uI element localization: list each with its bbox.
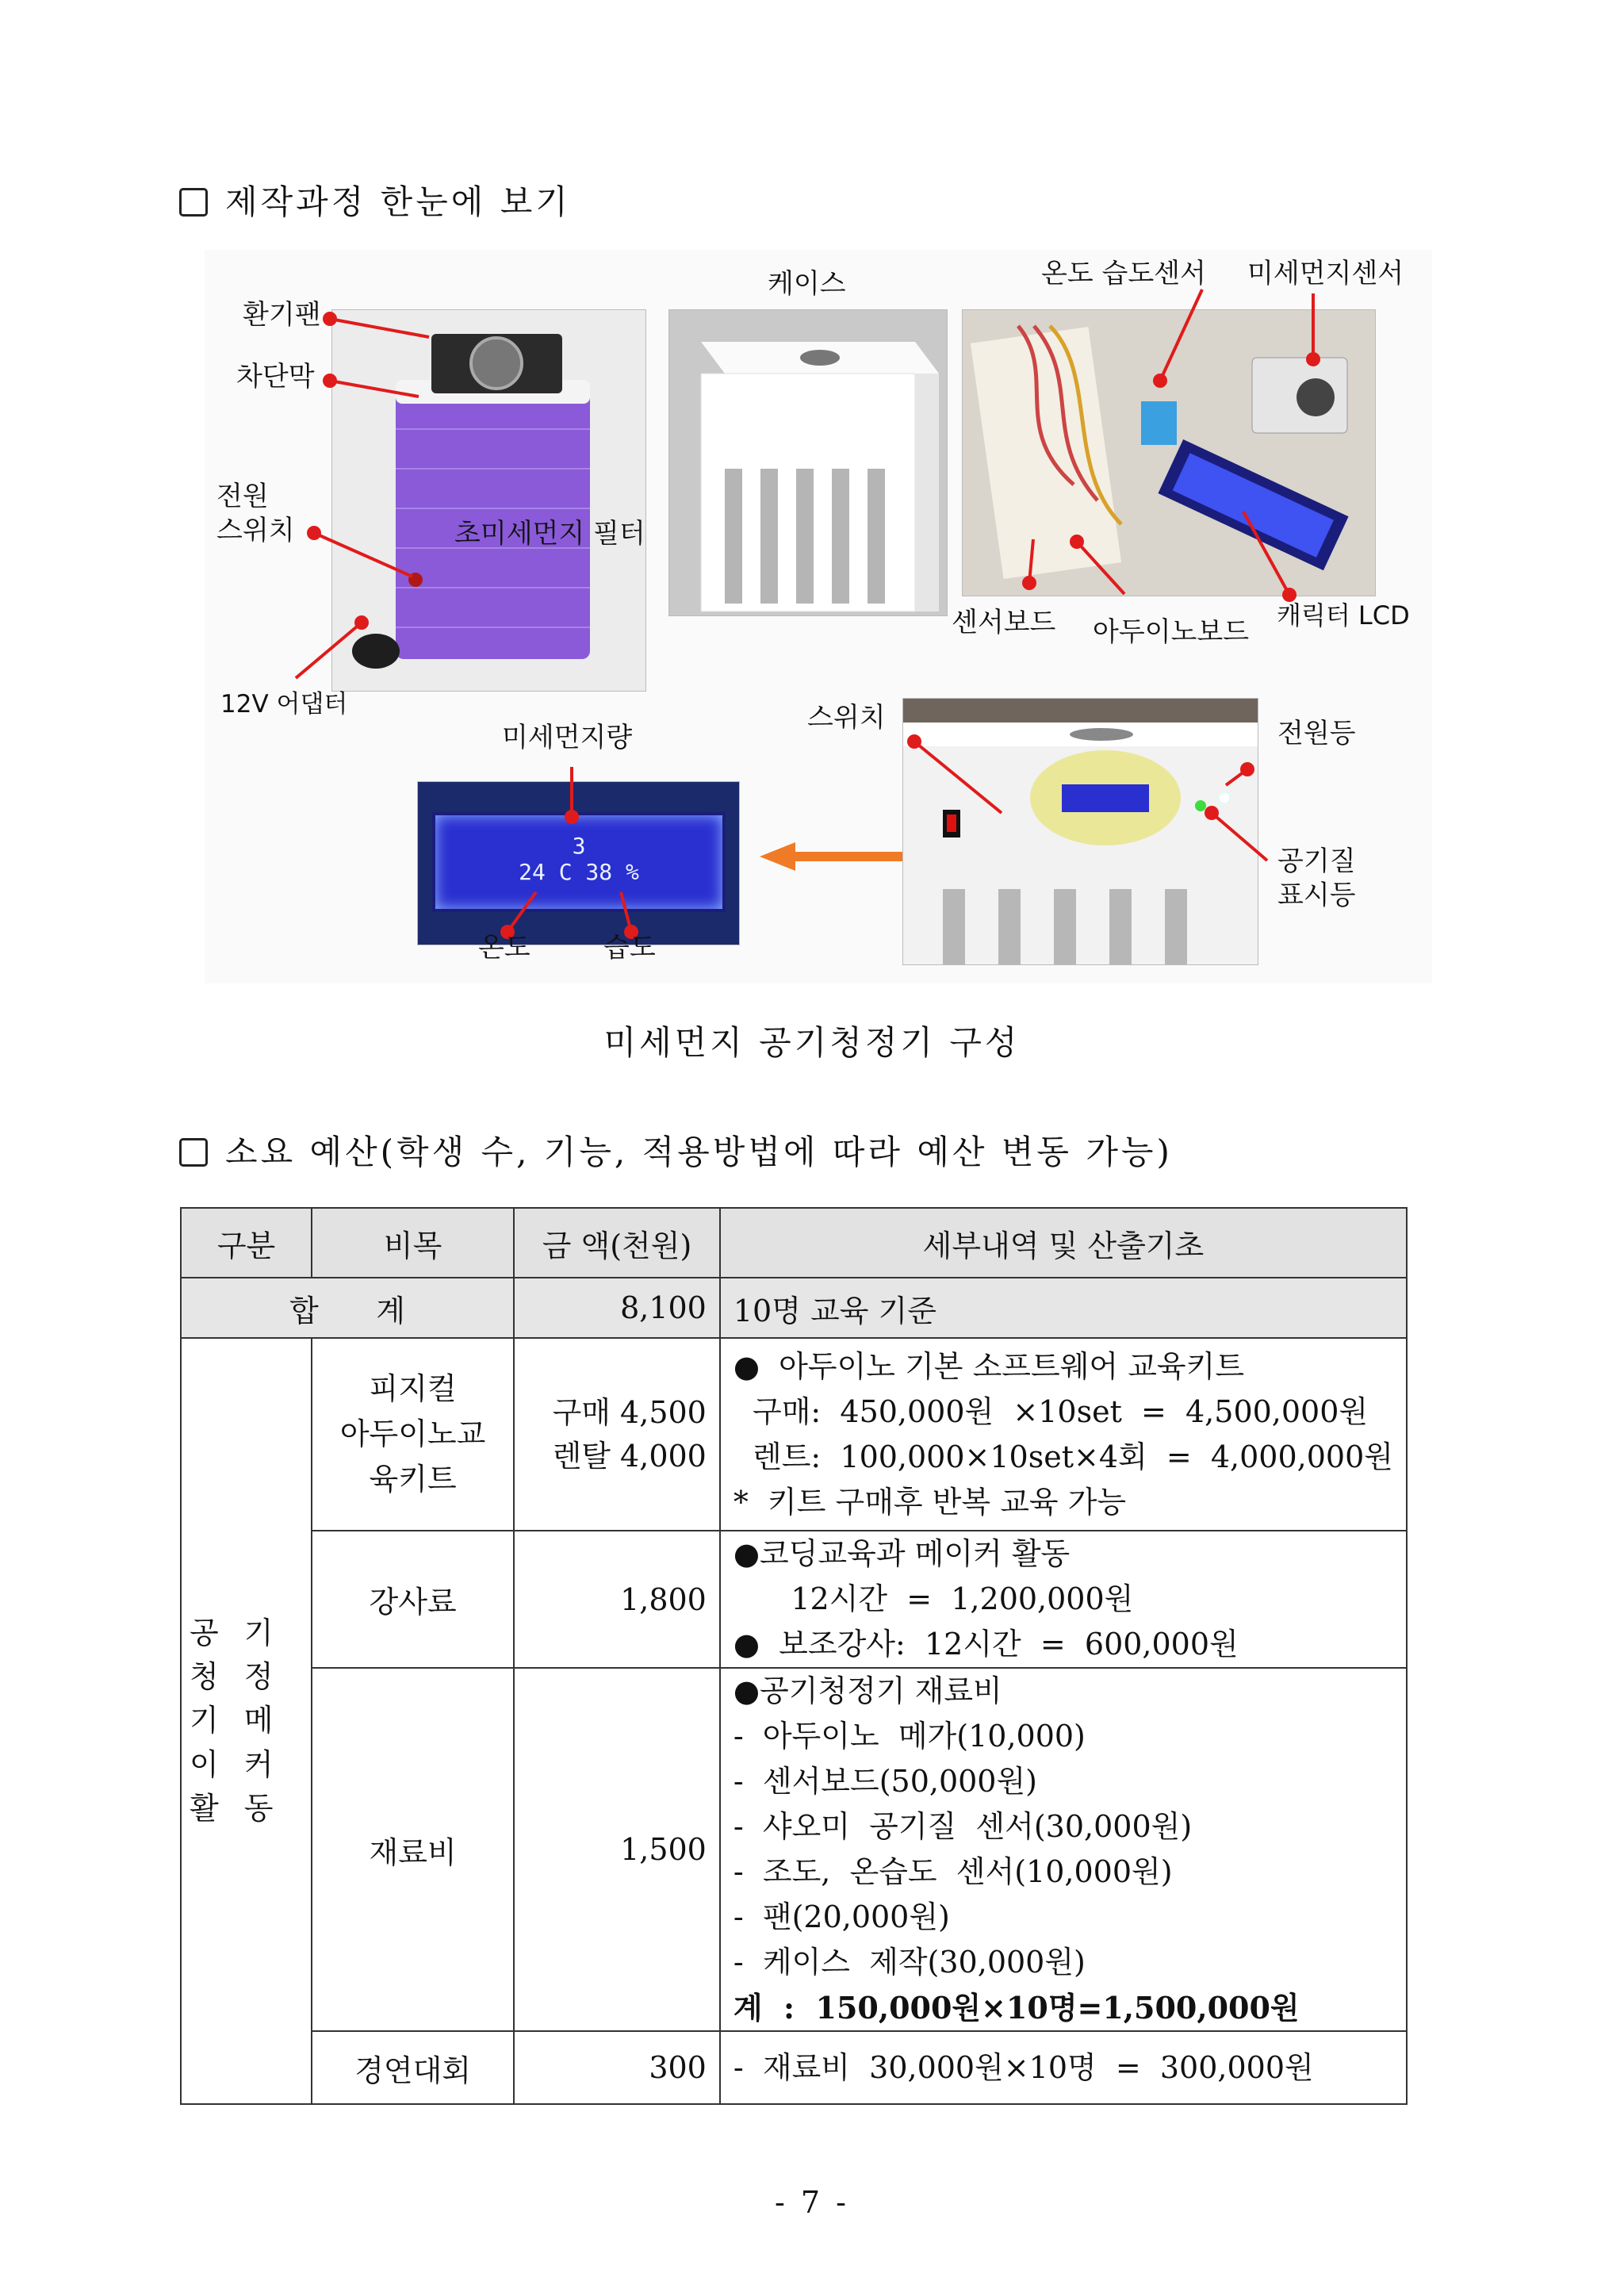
total-label: 합 계 <box>181 1278 514 1338</box>
section-heading-overview <box>179 176 571 224</box>
page-number: - 7 - <box>774 2185 849 2220</box>
label-switch: 스위치 <box>807 702 886 734</box>
item-cell: 경연대회 <box>312 2031 514 2104</box>
label-arduino-board: 아두이노보드 <box>1093 616 1250 648</box>
detail-line: - 아두이노 메가(10,000) <box>733 1719 1086 1754</box>
detail-line: 렌트: 100,000×10set×4회 = 4,000,000원 <box>733 1439 1393 1474</box>
label-hepa-filter: 초미세먼지 필터 <box>454 518 645 550</box>
details-cell <box>720 1668 1407 2031</box>
checkbox-square-icon <box>179 188 208 217</box>
header-item: 비목 <box>312 1208 514 1278</box>
amount-cell: 구매 4,500 렌탈 4,000 <box>514 1338 720 1531</box>
lcd-line-1: 3 <box>572 833 586 859</box>
detail-line: ●코딩교육과 메이커 활동 <box>733 1536 1071 1571</box>
table-row <box>181 1668 1407 2031</box>
detail-line: ● 보조강사: 12시간 = 600,000원 <box>733 1627 1239 1662</box>
amount-cell: 1,800 <box>514 1531 720 1668</box>
details-cell <box>720 2031 1407 2104</box>
label-case: 케이스 <box>768 268 846 300</box>
section-heading-budget <box>179 1126 1173 1174</box>
item-cell: 피지컬 아두이노교 육키트 <box>312 1338 514 1531</box>
category-cell: 공 기 청 정기 메 이 커 활 동 <box>181 1338 312 2104</box>
detail-line: - 케이스 제작(30,000원) <box>733 1945 1086 1980</box>
table-row <box>181 1338 1407 1531</box>
label-fan: 환기팬 <box>243 299 321 331</box>
label-temp-humidity-sensor: 온도 습도센서 <box>1041 258 1206 289</box>
label-power-light: 전원등 <box>1277 718 1356 749</box>
item-cell: 재료비 <box>312 1668 514 2031</box>
detail-line: - 샤오미 공기질 센서(30,000원) <box>733 1809 1193 1844</box>
detail-line: 구매: 450,000원 ×10set = 4,500,000원 <box>733 1393 1369 1429</box>
label-temperature: 온도 <box>478 932 530 964</box>
detail-line: 계 : 150,000원×10명=1,500,000원 <box>733 1990 1300 2026</box>
detail-line: - 재료비 30,000원×10명 = 300,000원 <box>733 2049 1314 2085</box>
label-dust-sensor: 미세먼지센서 <box>1247 258 1404 289</box>
figure-air-purifier-composition <box>205 250 1432 983</box>
lcd-line-2: 24 C 38 % <box>519 859 639 885</box>
label-dust-amount: 미세먼지량 <box>502 722 633 753</box>
label-adapter: 12V 어댑터 <box>220 690 348 719</box>
table-row <box>181 1531 1407 1668</box>
label-sensor-board: 센서보드 <box>952 607 1056 638</box>
total-detail: 10명 교육 기준 <box>720 1278 1407 1338</box>
label-character-lcd: 캐릭터 LCD <box>1277 600 1410 631</box>
detail-line: ●공기청정기 재료비 <box>733 1673 1002 1708</box>
detail-line: 12시간 = 1,200,000원 <box>733 1581 1134 1616</box>
figure-caption: 미세먼지 공기청정기 구성 <box>603 1023 1021 1062</box>
total-amount: 8,100 <box>514 1278 720 1338</box>
details-cell <box>720 1531 1407 1668</box>
label-humidity: 습도 <box>603 932 656 964</box>
section-title: 제작과정 한눈에 보기 <box>225 182 571 221</box>
table-row <box>181 2031 1407 2104</box>
header-amount: 금 액(천원) <box>514 1208 720 1278</box>
detail-line: - 조도, 온습도 센서(10,000원) <box>733 1854 1173 1889</box>
checkbox-square-icon <box>179 1138 208 1167</box>
amount-cell: 1,500 <box>514 1668 720 2031</box>
budget-table <box>180 1207 1408 2105</box>
section-title: 소요 예산(학생 수, 기능, 적용방법에 따라 예산 변동 가능) <box>225 1133 1173 1171</box>
item-cell: 강사료 <box>312 1531 514 1668</box>
label-barrier: 차단막 <box>236 361 315 393</box>
detail-line: * 키트 구매후 반복 교육 가능 <box>733 1484 1127 1520</box>
label-power-switch: 전원 스위치 <box>216 481 295 546</box>
table-header-row <box>181 1208 1407 1278</box>
detail-line: - 팬(20,000원) <box>733 1899 950 1934</box>
detail-line: ● 아두이노 기본 소프트웨어 교육키트 <box>733 1348 1245 1384</box>
table-total-row <box>181 1278 1407 1338</box>
header-category: 구분 <box>181 1208 312 1278</box>
amount-cell: 300 <box>514 2031 720 2104</box>
details-cell <box>720 1338 1407 1531</box>
header-details: 세부내역 및 산출기초 <box>720 1208 1407 1278</box>
label-air-quality-light: 공기질 표시등 <box>1277 845 1356 911</box>
detail-line: - 센서보드(50,000원) <box>733 1764 1038 1799</box>
